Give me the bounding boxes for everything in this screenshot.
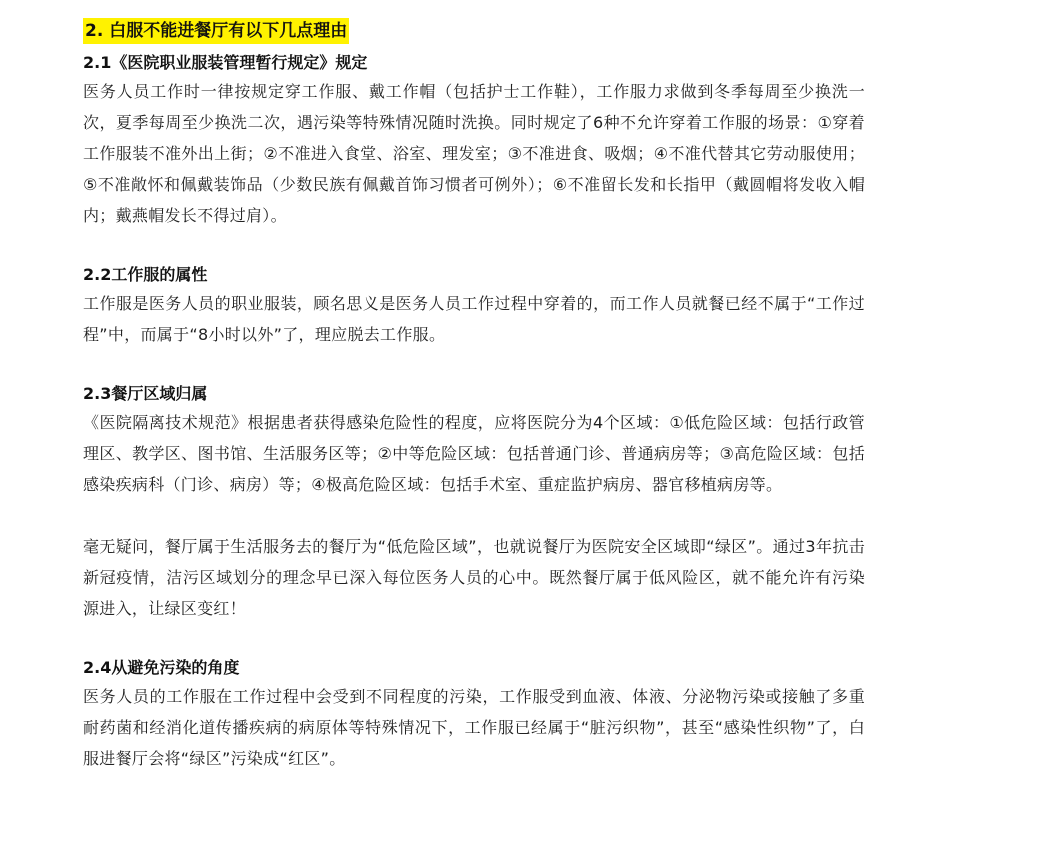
subsection-title: 2.1《医院职业服装管理暂行规定》规定 <box>83 53 368 72</box>
section-2-3 <box>83 381 865 624</box>
subsection-paragraph: 医务人员工作时一律按规定穿工作服、戴工作帽（包括护士工作鞋），工作服力求做到冬季每周至少换洗一次，夏季每周至少换洗二次，遇污染等特殊情况随时洗换。同时规定了6种不允许穿着工作服的场景：①穿着工作服装不准外出上街；②不准进入食堂、浴室、理发室；③不准进食、吸烟；④不准代替其它劳动服使用；⑤不准敞怀和佩戴装饰品（少数民族有佩戴首饰习惯者可例外）；⑥不准留长发和长指甲（戴圆帽将发收入帽内；戴燕帽发长不得过肩）。 <box>83 82 865 225</box>
subsection-paragraph: 《医院隔离技术规范》根据患者获得感染危险性的程度，应将医院分为4个区域：①低危险区域：包括行政管理区、教学区、图书馆、生活服务区等；②中等危险区域：包括普通门诊、普通病房等；③高危险区域：包括感染疾病科（门诊、病房）等；④极高危险区域：包括手术室、重症监护病房、器官移植病房等。 <box>83 413 865 494</box>
subsection-paragraph: 工作服是医务人员的职业服装，顾名思义是医务人员工作过程中穿着的，而工作人员就餐已经不属于“工作过程”中，而属于“8小时以外”了，理应脱去工作服。 <box>83 294 865 344</box>
section-2-2 <box>83 262 865 350</box>
subsection-title: 2.4从避免污染的角度 <box>83 658 240 677</box>
subsection-title: 2.2工作服的属性 <box>83 265 208 284</box>
section-heading-highlighted: 2. 白服不能进餐厅有以下几点理由 <box>83 18 349 44</box>
article <box>83 14 865 774</box>
subsection-title: 2.3餐厅区域归属 <box>83 384 208 403</box>
section-2-1 <box>83 50 865 231</box>
subsection-paragraph-2: 毫无疑问，餐厅属于生活服务去的餐厅为“低危险区域”，也就说餐厅为医院安全区域即“绿区”。通过3年抗击新冠疫情，洁污区域划分的理念早已深入每位医务人员的心中。既然餐厅属于低风险区，就不能允许有污染源进入，让绿区变红！ <box>83 537 865 618</box>
subsection-paragraph: 医务人员的工作服在工作过程中会受到不同程度的污染，工作服受到血液、体液、分泌物污染或接触了多重耐药菌和经消化道传播疾病的病原体等特殊情况下，工作服已经属于“脏污织物”，甚至“感染性织物”了，白服进餐厅会将“绿区”污染成“红区”。 <box>83 687 865 768</box>
section-2-4 <box>83 655 865 774</box>
